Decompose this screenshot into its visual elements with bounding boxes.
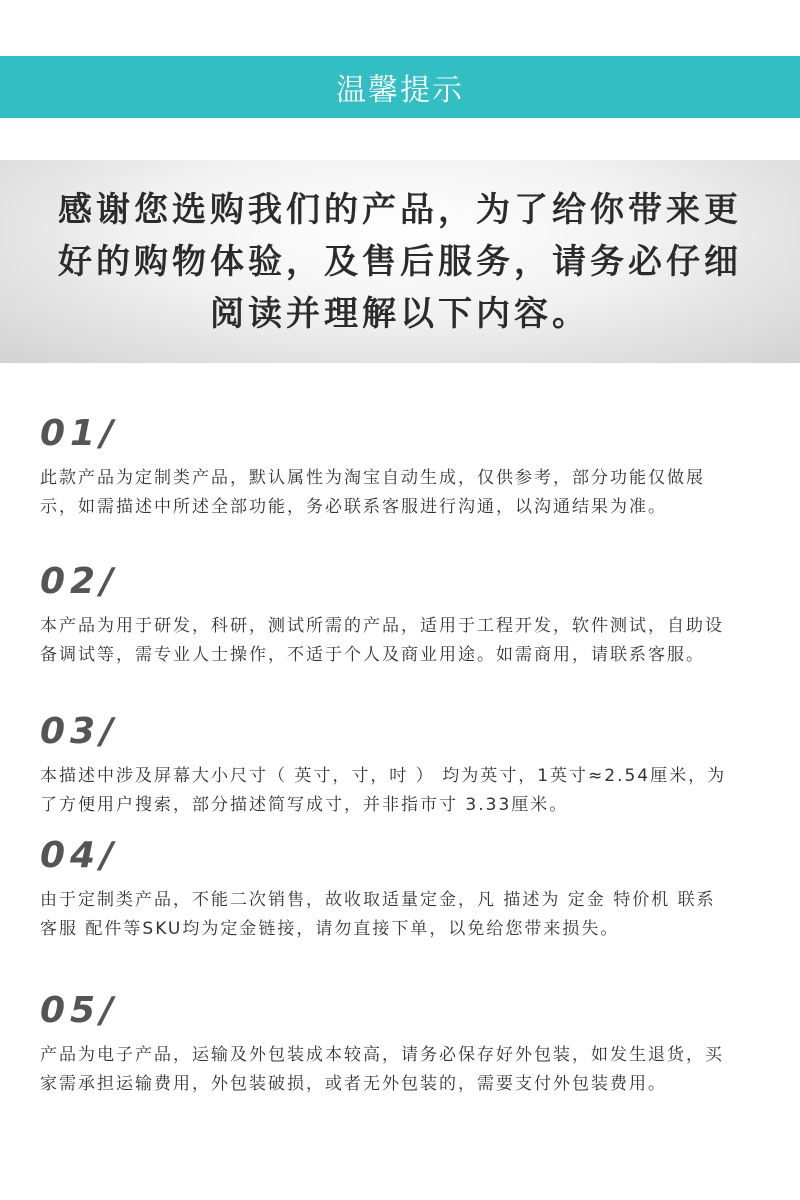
- section-number: 01/: [40, 413, 119, 454]
- notice-section-04: [40, 832, 740, 987]
- section-text: 此款产品为定制类产品，默认属性为淘宝自动生成，仅供参考，部分功能仅做展示，如需描述中所述全部功能，务必联系客服进行沟通，以沟通结果为准。: [40, 468, 705, 517]
- section-number: 04/: [40, 835, 119, 876]
- notice-section-01: [40, 410, 740, 558]
- intro-panel: [0, 160, 800, 363]
- banner-title: 温馨提示: [336, 73, 464, 108]
- section-number: 02/: [40, 561, 119, 602]
- notice-section-03: [40, 708, 740, 832]
- section-text: 由于定制类产品，不能二次销售，故收取适量定金，凡 描述为 定金 特价机 联系客服 配件等SKU均为定金链接，请勿直接下单，以免给您带来损失。: [40, 890, 716, 939]
- intro-text: 感谢您选购我们的产品，为了给你带来更好的购物体验，及售后服务，请务必仔细阅读并理解以下内容。: [58, 189, 742, 334]
- section-number: 03/: [40, 711, 119, 752]
- section-text: 本描述中涉及屏幕大小尺寸（ 英寸，寸，吋 ） 均为英寸，1英寸≈2.54厘米，为了方便用户搜索，部分描述简写成寸，并非指市寸 3.33厘米。: [40, 766, 727, 815]
- header-banner: [0, 56, 800, 118]
- section-number: 05/: [40, 990, 119, 1031]
- notice-sections: [40, 410, 740, 1137]
- section-text: 产品为电子产品，运输及外包装成本较高，请务必保存好外包装，如发生退货，买家需承担运输费用，外包装破损，或者无外包装的，需要支付外包装费用。: [40, 1045, 724, 1094]
- notice-section-05: [40, 987, 740, 1137]
- notice-section-02: [40, 558, 740, 708]
- section-text: 本产品为用于研发，科研，测试所需的产品，适用于工程开发，软件测试，自助设备调试等，需专业人士操作，不适于个人及商业用途。如需商用，请联系客服。: [40, 616, 724, 665]
